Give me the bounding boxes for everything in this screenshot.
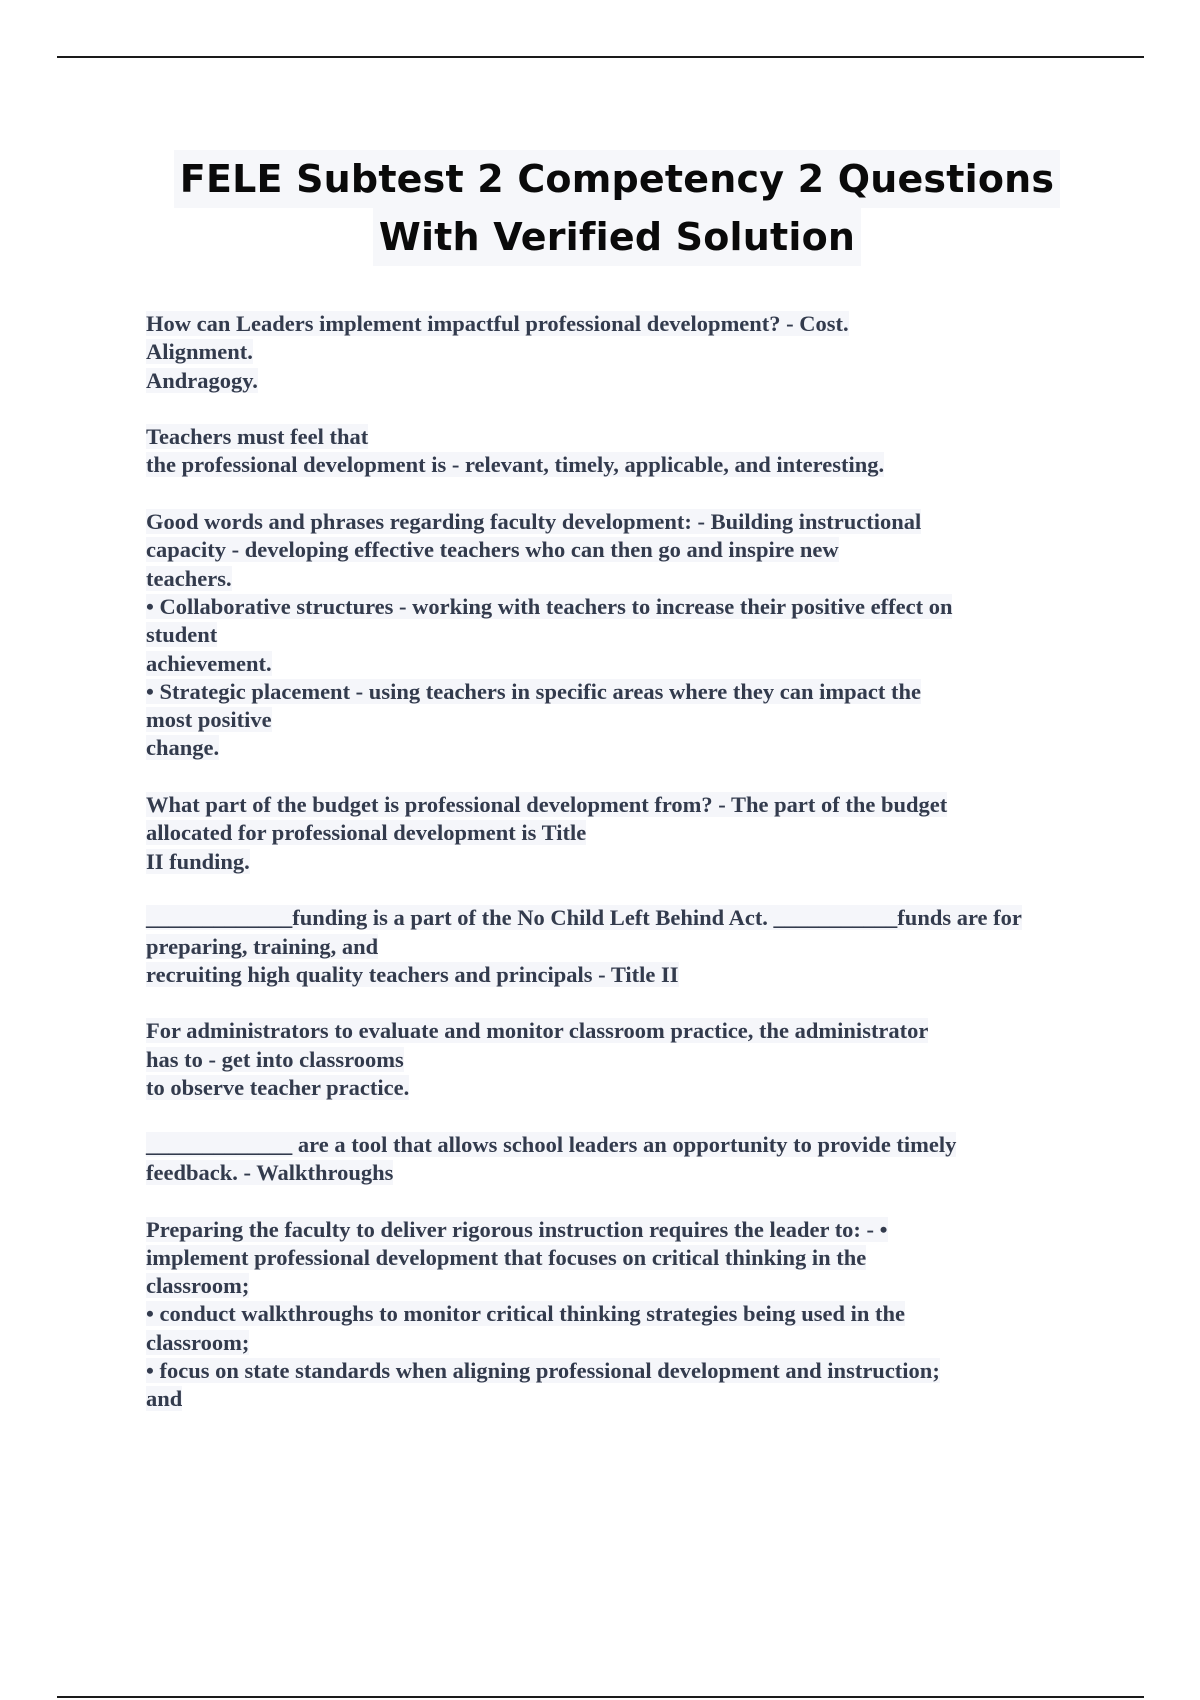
text-line — [146, 536, 1092, 564]
text-line-content: teachers. — [146, 565, 232, 591]
qa-paragraph — [146, 1131, 1092, 1188]
text-line-content: the professional development is - relevant, timely, applicable, and interesting. — [146, 452, 885, 478]
text-line-content: preparing, training, and — [146, 933, 379, 959]
qa-paragraph — [146, 1017, 1092, 1102]
qa-paragraph — [146, 423, 1092, 480]
text-line-content: has to - get into classrooms — [146, 1046, 404, 1072]
text-line — [146, 367, 1092, 395]
text-line — [146, 593, 1092, 621]
text-line-content: classroom; — [146, 1329, 250, 1355]
text-line-content: classroom; — [146, 1273, 250, 1299]
text-line-content: • Collaborative structures - working with teachers to increase their positive effect on — [146, 593, 953, 619]
text-line — [146, 1131, 1092, 1159]
qa-paragraph — [146, 1216, 1092, 1414]
title-line: With Verified Solution — [373, 208, 861, 266]
title-line: FELE Subtest 2 Competency 2 Questions — [174, 150, 1060, 208]
header-rule — [57, 56, 1144, 58]
text-line-content: and — [146, 1386, 183, 1412]
text-line — [146, 791, 1092, 819]
text-line — [146, 310, 1092, 338]
text-line — [146, 1159, 1092, 1187]
text-line — [146, 565, 1092, 593]
qa-paragraph — [146, 791, 1092, 876]
text-line-content: most positive — [146, 707, 272, 733]
text-line-content: student — [146, 622, 218, 648]
text-line — [146, 1244, 1092, 1272]
text-line-content: to observe teacher practice. — [146, 1075, 410, 1101]
text-line — [146, 1357, 1092, 1385]
text-line — [146, 1329, 1092, 1357]
text-line-content: • Strategic placement - using teachers in specific areas where they can impact the — [146, 678, 922, 704]
document-title — [0, 150, 1200, 266]
text-line — [146, 1017, 1092, 1045]
text-line-content: capacity - developing effective teachers who can then go and inspire new — [146, 537, 839, 563]
text-line — [146, 650, 1092, 678]
text-line — [146, 1074, 1092, 1102]
text-line-content: What part of the budget is professional development from? - The part of the budget — [146, 792, 948, 818]
text-line — [146, 933, 1092, 961]
text-line-content: • conduct walkthroughs to monitor critical thinking strategies being used in the — [146, 1301, 905, 1327]
text-line — [146, 706, 1092, 734]
text-line-content: allocated for professional development is Title — [146, 820, 587, 846]
text-line — [146, 451, 1092, 479]
text-line — [146, 848, 1092, 876]
text-line-content: Alignment. — [146, 339, 253, 365]
text-line-content: achievement. — [146, 650, 272, 676]
text-line — [146, 1300, 1092, 1328]
text-line — [146, 1385, 1092, 1413]
text-line-content: Teachers must feel that — [146, 424, 369, 450]
text-line-content: implement professional development that focuses on critical thinking in the — [146, 1244, 867, 1270]
document-body — [146, 310, 1092, 1442]
footer-rule — [57, 1696, 1144, 1698]
text-line — [146, 961, 1092, 989]
text-line-content: How can Leaders implement impactful professional development? - Cost. — [146, 311, 849, 336]
text-line-content: • focus on state standards when aligning professional development and instruction; — [146, 1357, 940, 1383]
text-line — [146, 621, 1092, 649]
text-line — [146, 819, 1092, 847]
text-line-content: II funding. — [146, 848, 250, 874]
text-line-content: For administrators to evaluate and monitor classroom practice, the administrator — [146, 1018, 929, 1044]
text-line-content: Preparing the faculty to deliver rigorous instruction requires the leader to: - • — [146, 1216, 888, 1242]
text-line — [146, 1216, 1092, 1244]
text-line-content: recruiting high quality teachers and principals - Title II — [146, 961, 679, 987]
text-line-content: Good words and phrases regarding faculty development: - Building instructional — [146, 509, 922, 535]
text-line — [146, 734, 1092, 762]
text-line-content: feedback. - Walkthroughs — [146, 1159, 394, 1185]
text-line — [146, 1046, 1092, 1074]
text-line — [146, 338, 1092, 366]
text-line — [146, 508, 1092, 536]
text-line — [146, 904, 1092, 932]
text-line-content: _____________ are a tool that allows school leaders an opportunity to provide timely — [146, 1131, 957, 1157]
text-line-content: _____________funding is a part of the No Child Left Behind Act. ___________funds are for — [146, 905, 1022, 931]
text-line-content: change. — [146, 735, 220, 761]
qa-paragraph — [146, 310, 1092, 395]
qa-paragraph — [146, 904, 1092, 989]
qa-paragraph — [146, 508, 1092, 763]
text-line — [146, 1272, 1092, 1300]
text-line — [146, 423, 1092, 451]
text-line — [146, 678, 1092, 706]
text-line-content: Andragogy. — [146, 367, 258, 393]
